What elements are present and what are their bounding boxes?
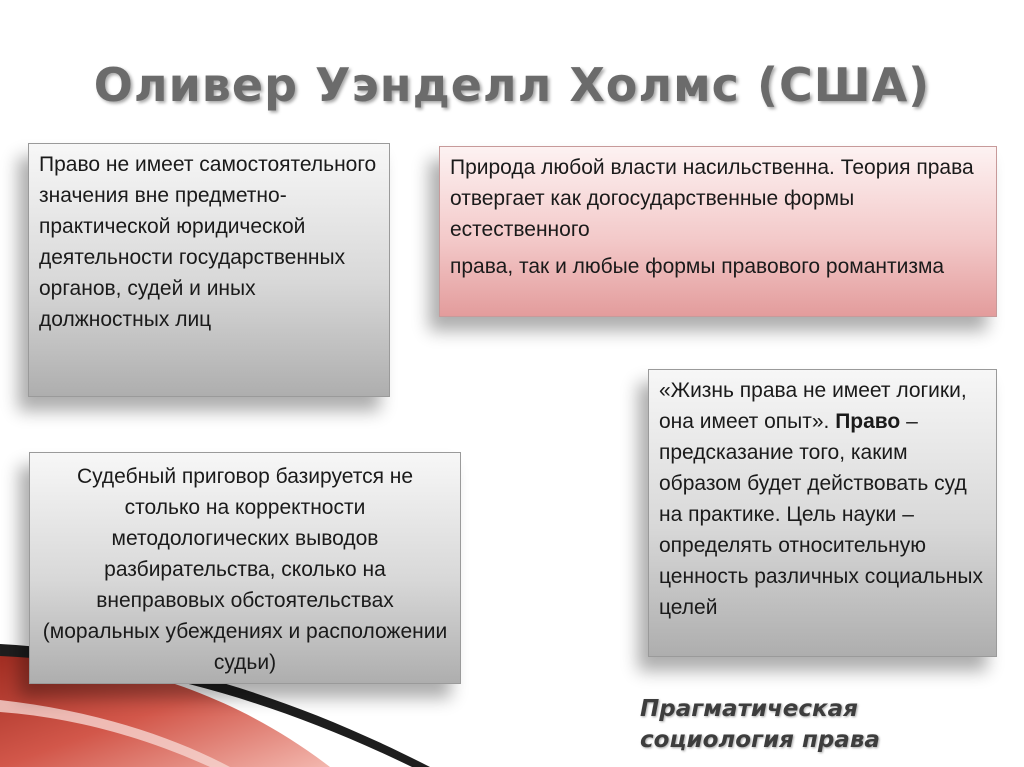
- caption-line2: социология права: [640, 727, 880, 753]
- card-life-definition: – предсказание того, каким образом будет действовать суд на практике. Цель науки – определять относительную ценность различных социальных целей: [659, 410, 983, 619]
- card-power-line3: права, так и любые формы правового романтизма: [450, 255, 945, 278]
- slide-title: Оливер Уэнделл Холмс (США): [93, 58, 931, 112]
- card-power-line1: Природа любой власти насильственна.: [450, 156, 835, 179]
- card-law-life: [648, 369, 997, 657]
- card-verdict-text: Судебный приговор базируется не столько на корректности методологических выводов разбирательства, сколько на внеправовых обстоятельствах (моральных убеждениях и расположении судьи): [42, 465, 448, 674]
- card-life-quote: «Жизнь права не имеет логики, она имеет опыт».: [659, 379, 967, 433]
- caption-line1: Прагматическая: [640, 696, 858, 722]
- caption: [640, 694, 970, 756]
- card-verdict: [29, 452, 461, 684]
- card-power-line2: Теория права отвергает как догосударственные формы естественного: [450, 156, 974, 241]
- card-law-text: Право не имеет самостоятельного значения вне предметно-практической юридической деятельности государственных органов, судей и иных должностных лиц: [39, 153, 377, 331]
- card-power-nature: [439, 146, 997, 317]
- card-life-term: Право: [835, 410, 901, 433]
- card-law-meaning: [28, 143, 390, 397]
